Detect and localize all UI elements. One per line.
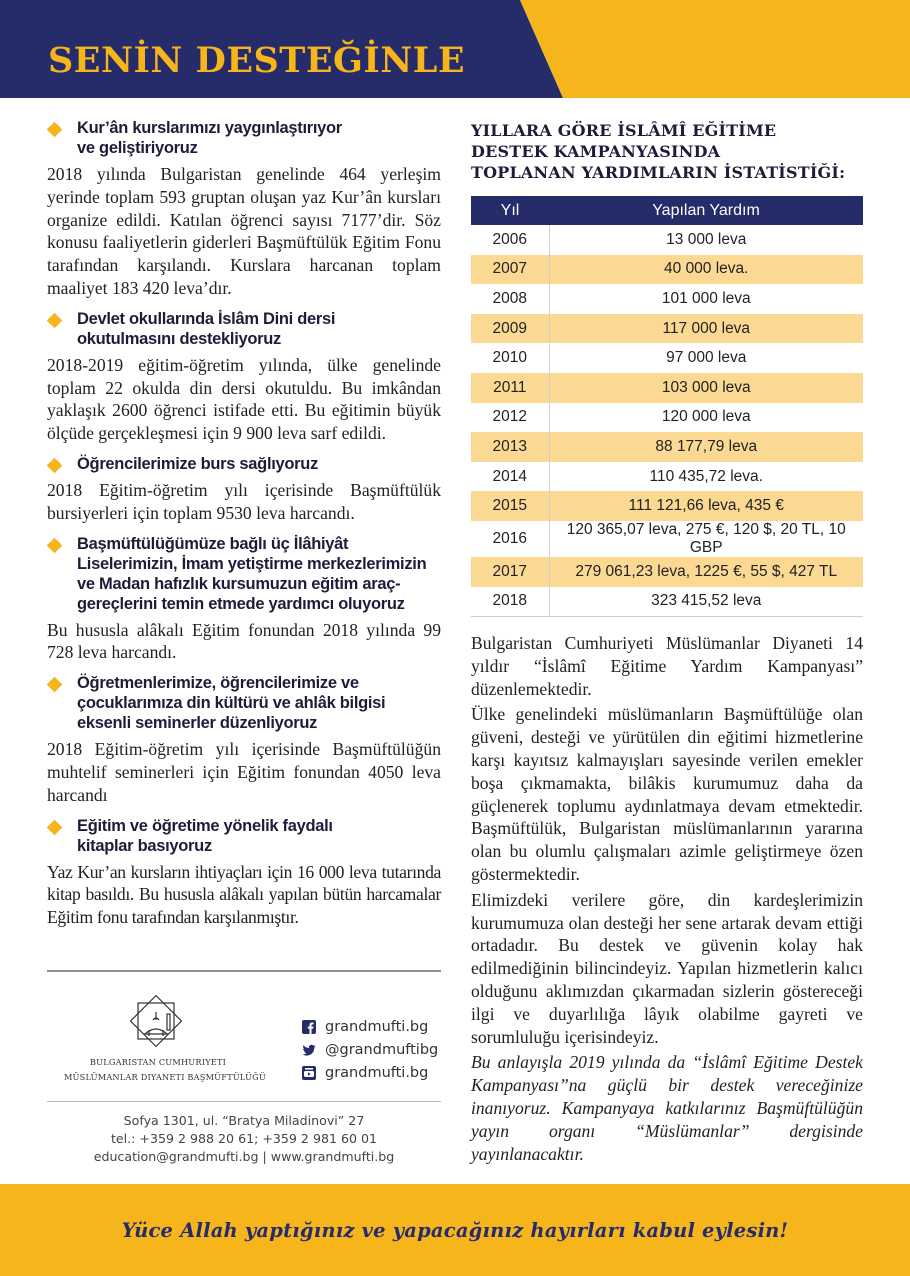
twitter-handle: @grandmuftibg xyxy=(325,1041,439,1058)
facebook-handle: grandmufti.bg xyxy=(325,1018,429,1035)
amount-cell: 97 000 leva xyxy=(549,343,863,373)
stat-title-line: YILLARA GÖRE İSLÂMÎ EĞİTİME xyxy=(471,121,777,140)
section-body: 2018-2019 eğitim-öğretim yılında, ülke genelinde toplam 22 okulda din dersi okutuldu. Bu imkândan yaklaşık 2600 öğrenci istifade etti. Bu eğitimin büyük ölçüde gerçekleşmesi için 9 900 leva sarf edildi. xyxy=(47,354,441,444)
social-twitter[interactable] xyxy=(302,1038,438,1061)
paragraph: Bu anlayışla 2019 yılında da “İslâmî Eğitime Destek Kampanyası”na güçlü bir destek vereceğinize inanıyoruz. Kampanyaya katkılarınız Başmüftülüğün yayın organı “Müslümanlar” dergisinde yayınlanacaktır. xyxy=(471,1052,863,1164)
section-body: Bu hususla alâkalı Eğitim fonundan 2018 yılında 99 728 leva harcandı. xyxy=(47,619,441,663)
year-cell: 2006 xyxy=(492,230,527,248)
column-header-year: Yıl xyxy=(471,196,549,225)
section-heading-line: ve geliştiriyoruz xyxy=(77,139,198,157)
stat-title-line: DESTEK KAMPANYASINDA xyxy=(471,142,721,161)
divider xyxy=(47,970,441,972)
amount-cell: 323 415,52 leva xyxy=(549,587,863,617)
section-heading-line: çocuklarımıza din kültürü ve ahlâk bilgisi xyxy=(77,694,386,713)
diamond-bullet-icon xyxy=(47,677,63,693)
paragraph: Ülke genelindeki müslümanların Başmüftülüğe olan güveni, desteği ve yürütülen din eğitimi hizmetlerine karşı kayıtsız kalmayışları sayesinde verilen emekler boşa çıkmamakta, bilâkis kurumumuz daha da güçlenerek toplumu aydınlatmaya devam etmektedir. Başmüftülük, Bulgaristan müslümanlarının yararına olan bu olumlu çalışmaları azimle geliştirmeye özen göstermektedir. xyxy=(471,704,863,884)
section-heading-line: okutulmasını destekliyoruz xyxy=(77,329,282,348)
diamond-bullet-icon xyxy=(47,537,63,553)
section-heading-line: kitaplar basıyoruz xyxy=(77,836,212,855)
phone-line: tel.: +359 2 988 20 61; +359 2 981 60 01 xyxy=(110,1131,378,1146)
section-heading xyxy=(47,118,441,158)
amount-cell: 88 177,79 leva xyxy=(549,432,863,462)
section-heading-line: gereçlerini temin etmede yardımcı oluyoruz xyxy=(77,594,405,613)
youtube-icon xyxy=(302,1066,316,1080)
year-cell: 2011 xyxy=(471,373,549,403)
statistics-table xyxy=(471,196,863,617)
diamond-bullet-icon xyxy=(47,458,63,474)
organization-logo-icon xyxy=(125,990,187,1052)
organization-name-line1: BULGARISTAN CUMHURIYETI xyxy=(89,1057,227,1067)
section-heading xyxy=(47,309,441,349)
divider xyxy=(47,1101,441,1102)
section-heading xyxy=(47,454,441,474)
year-cell: 2012 xyxy=(492,408,527,426)
social-facebook[interactable] xyxy=(302,1015,438,1038)
table-row xyxy=(471,462,863,492)
section-heading xyxy=(47,816,441,856)
amount-cell: 279 061,23 leva, 1225 €, 55 $, 427 TL xyxy=(549,557,863,587)
table-row xyxy=(471,403,863,433)
table-row xyxy=(471,587,863,617)
section-body: 2018 Eğitim-öğretim yılı içerisinde Başmüftülüğün muhtelif seminerleri için Eğitim fonundan 4050 leva harcandı xyxy=(47,739,441,805)
section-heading-line: Öğrencilerimize burs sağlıyoruz xyxy=(77,454,319,473)
amount-cell: 40 000 leva. xyxy=(549,255,863,285)
year-cell: 2016 xyxy=(492,529,527,547)
table-row xyxy=(471,491,863,521)
diamond-bullet-icon xyxy=(47,122,63,138)
section-heading-line: Devlet okullarında İslâm Dini dersi xyxy=(77,309,336,328)
amount-cell: 117 000 leva xyxy=(549,314,863,344)
section-body: 2018 Eğitim-öğretim yılı içerisinde Başmüftülük bursiyerleri için toplam 9530 leva harcandı. xyxy=(47,479,441,523)
organization-name-line2: MÜSLÜMANLAR DIYANETI BAŞMÜFTÜLÜĞÜ xyxy=(63,1072,267,1082)
year-cell: 2014 xyxy=(492,467,527,485)
year-cell: 2013 xyxy=(471,432,549,462)
diamond-bullet-icon xyxy=(47,819,63,835)
section-heading-line: Kur’ân kurslarımızı yaygınlaştırıyor xyxy=(77,119,342,137)
email-web-line[interactable]: education@grandmufti.bg | www.grandmufti.bg xyxy=(93,1149,395,1164)
social-links xyxy=(302,1015,438,1084)
table-row xyxy=(471,225,863,255)
table-row xyxy=(471,557,863,587)
footer-blessing: Yüce Allah yaptığınız ve yapacağınız hayırları kabul eylesin! xyxy=(121,1218,789,1242)
section-body: 2018 yılında Bulgaristan genelinde 464 yerleşim yerinde toplam 593 gruptan oluşan yaz Kur’ân kursları organize edildi. Katılan öğrenci sayısı 7177’dir. Söz konusu faaliyetlerin giderleri Başmüftülük Eğitim Fonu tarafından karşılandı. Kurslara harcanan toplam maaliyet 183 420 leva’dır. xyxy=(47,164,441,298)
statistics-heading xyxy=(471,120,863,183)
section-heading-line: Başmüftülüğümüze bağlı üç İlâhiyât xyxy=(77,534,349,553)
section-heading-line: eksenli seminerler düzenliyoruz xyxy=(77,714,318,733)
section-heading-line: Öğretmenlerimize, öğrencilerimize ve xyxy=(77,674,359,693)
year-cell: 2018 xyxy=(471,587,549,617)
amount-cell: 110 435,72 leva. xyxy=(549,462,863,492)
section-body: Yaz Kur’an kursların ihtiyaçları için 16 000 leva tutarında kitap basıldı. Bu hususla alâkalı yapılan bütün harcamalar Eğitim fonu tarafından karşılanmıştır. xyxy=(47,861,441,928)
year-cell: 2007 xyxy=(471,255,549,285)
section-heading-line: Liselerimizin, İmam yetiştirme merkezlerimizin xyxy=(77,554,427,573)
amount-cell: 111 121,66 leva, 435 € xyxy=(549,491,863,521)
column-header-amount: Yapılan Yardım xyxy=(549,196,863,225)
campaign-description xyxy=(471,632,863,1168)
amount-cell: 120 000 leva xyxy=(549,403,863,433)
table-row xyxy=(471,373,863,403)
year-cell: 2009 xyxy=(471,314,549,344)
table-header-row xyxy=(471,196,863,225)
social-youtube[interactable] xyxy=(302,1061,438,1084)
page-header xyxy=(0,0,910,98)
section-heading-line: Eğitim ve öğretime yönelik faydalı xyxy=(77,816,333,835)
table-row xyxy=(471,343,863,373)
amount-cell: 120 365,07 leva, 275 €, 120 $, 20 TL, 10 GBP xyxy=(549,521,863,557)
stat-title-line: TOPLANAN YARDIMLARIN İSTATİSTİĞİ: xyxy=(471,163,846,182)
table-row xyxy=(471,255,863,285)
year-cell: 2008 xyxy=(492,289,527,307)
year-cell: 2010 xyxy=(492,349,527,367)
table-row xyxy=(471,314,863,344)
section-heading-line: ve Madan hafızlık kursumuzun eğitim araç- xyxy=(77,574,401,593)
diamond-bullet-icon xyxy=(47,313,63,329)
table-row xyxy=(471,284,863,314)
contact-address xyxy=(47,1112,441,1166)
paragraph: Elimizdeki verilere göre, din kardeşlerimizin kurumumuza olan desteği her sene artarak devam ettiği ortadadır. Bu destek ve güvenin kolay hak edilmediğinin bilincindeyiz. Yapılan hizmetlerin kalıcı olduğunu aklımızdan çıkarmadan sizlerin göstereceği ilgi ve duyarlılığa lâyık olabilme gayreti ve sorumluluğu içerisindeyiz. xyxy=(471,889,863,1047)
page-footer xyxy=(0,1184,910,1276)
year-cell: 2017 xyxy=(471,557,549,587)
amount-cell: 103 000 leva xyxy=(549,373,863,403)
amount-cell: 13 000 leva xyxy=(549,225,863,255)
address-line: Sofya 1301, ul. “Bratya Miladinovi” 27 xyxy=(123,1113,365,1128)
section-heading xyxy=(47,534,441,614)
page-title: SENİN DESTEĞİNLE xyxy=(48,40,466,81)
table-row xyxy=(471,432,863,462)
twitter-icon xyxy=(302,1043,316,1057)
facebook-icon xyxy=(302,1020,316,1034)
section-heading xyxy=(47,673,441,733)
year-cell: 2015 xyxy=(471,491,549,521)
youtube-handle: grandmufti.bg xyxy=(325,1064,429,1081)
paragraph: Bulgaristan Cumhuriyeti Müslümanlar Diyaneti 14 yıldır “İslâmî Eğitime Yardım Kampanyası” düzenlemektedir. xyxy=(471,633,863,699)
left-column xyxy=(47,118,441,938)
table-row xyxy=(471,521,863,557)
amount-cell: 101 000 leva xyxy=(549,284,863,314)
